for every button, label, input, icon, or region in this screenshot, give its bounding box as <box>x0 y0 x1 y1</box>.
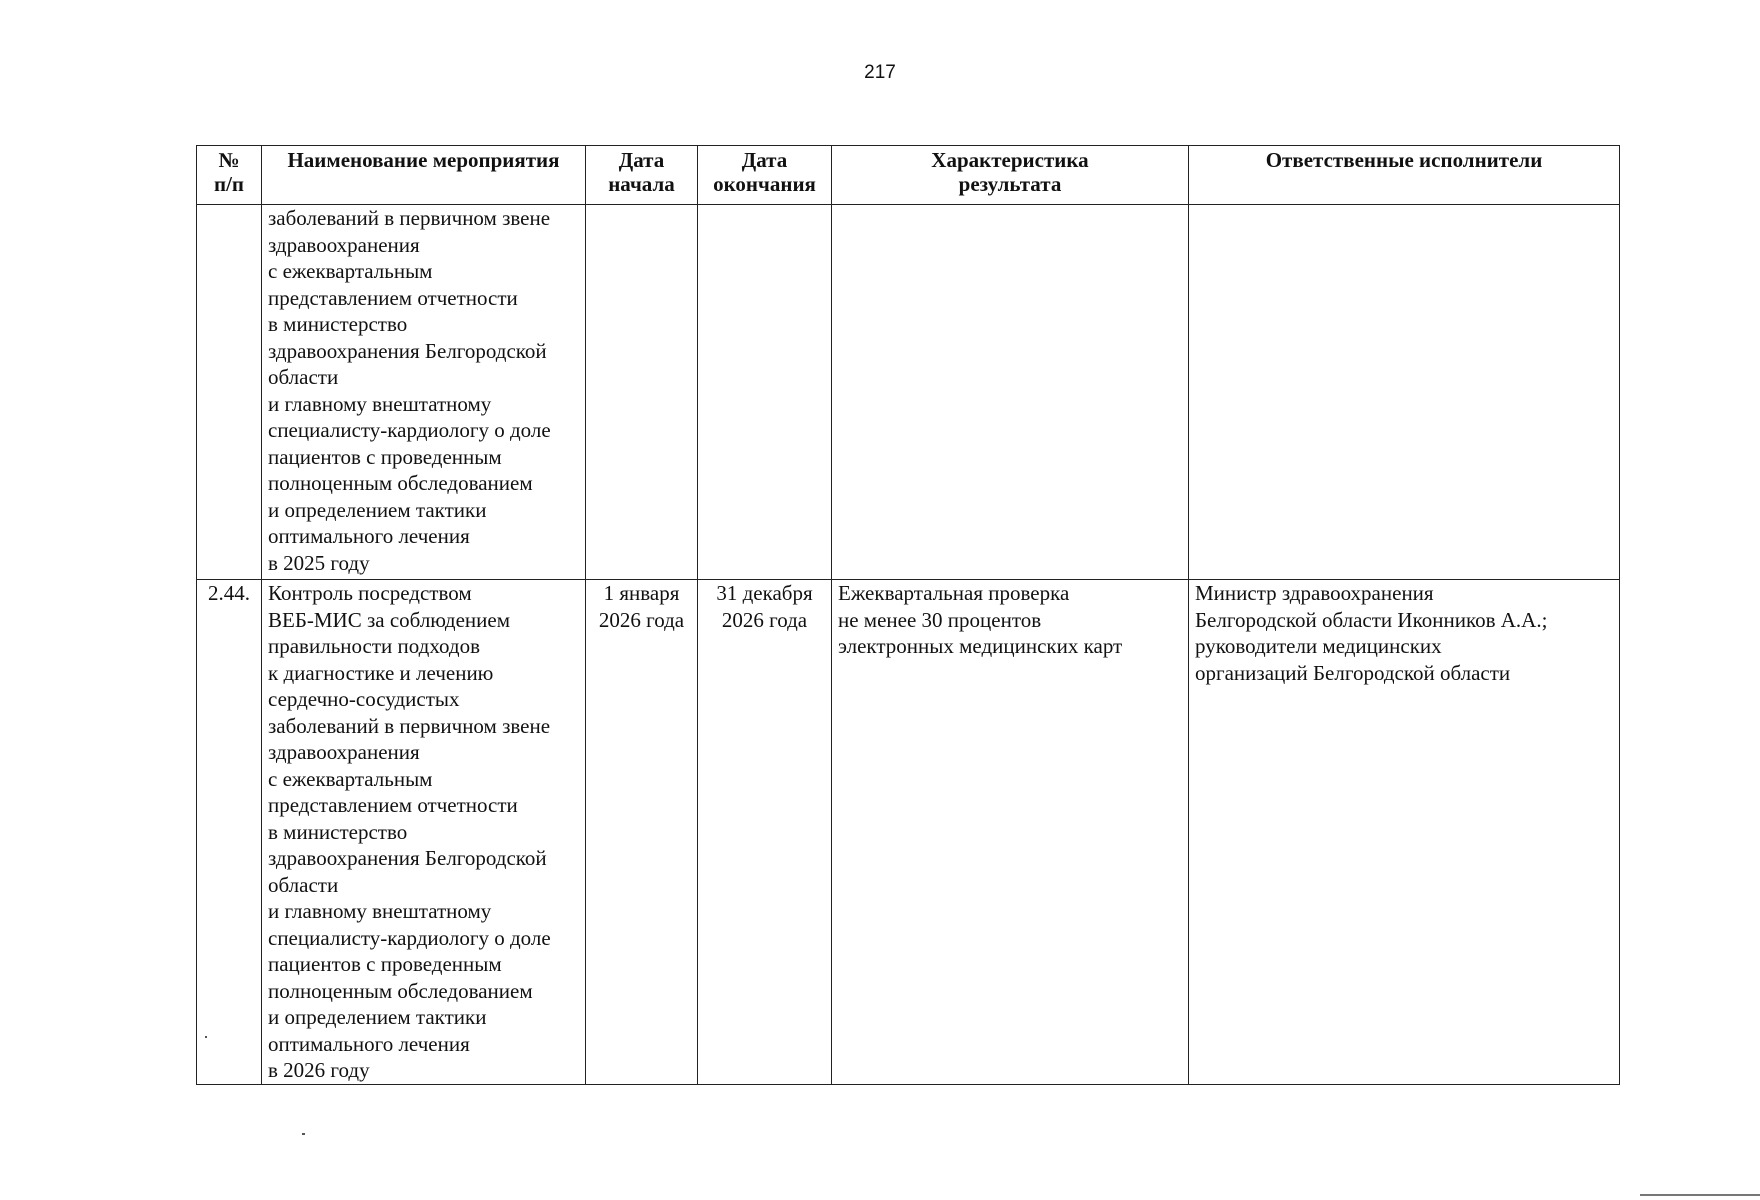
header-num <box>197 146 262 205</box>
text-line: окончания <box>713 172 816 196</box>
text-line: в министерство <box>268 312 408 336</box>
text-line: правильности подходов <box>268 634 481 658</box>
text-line: с ежеквартальным <box>268 766 433 791</box>
text-line: в 2026 году <box>268 1058 370 1082</box>
activity-name <box>262 205 586 580</box>
text-line: области <box>268 872 339 897</box>
scan-mark <box>205 1036 207 1038</box>
scan-mark <box>302 1133 305 1135</box>
text-line: организаций Белгородской области <box>1195 660 1511 685</box>
text-line: п/п <box>213 172 245 196</box>
responsible-persons <box>1189 580 1620 1085</box>
text-line: электронных медицинских карт <box>838 634 1123 658</box>
text-line: сердечно-сосудистых <box>268 687 460 711</box>
text-line: здравоохранения <box>268 740 420 764</box>
row-number <box>197 205 262 580</box>
header-result <box>832 146 1189 205</box>
text-line: пациентов с проведенным <box>268 444 502 469</box>
text-line: Дата <box>618 148 665 172</box>
text-line: и определением тактики <box>268 1005 487 1029</box>
text-line: результата <box>958 172 1062 196</box>
header-end-date <box>698 146 832 205</box>
text-line: специалисту-кардиологу о доле <box>268 925 551 950</box>
text-line: № <box>218 148 240 172</box>
page-number: 217 <box>864 62 896 83</box>
result-description <box>832 580 1189 1085</box>
text-line: Ежеквартальная проверка <box>838 581 1070 605</box>
scan-edge <box>1640 1194 1760 1196</box>
text-line: Наименование мероприятия <box>287 148 560 172</box>
text-line: и главному внештатному <box>268 899 492 923</box>
result-description <box>832 205 1189 580</box>
text-line: Контроль посредством <box>268 581 472 605</box>
text-line: 1 января <box>603 581 680 605</box>
text-line: к диагностике и лечению <box>268 660 494 685</box>
text-line: в министерство <box>268 819 408 844</box>
activities-table <box>196 145 1620 1085</box>
text-line: руководители медицинских <box>1195 634 1442 658</box>
row-number: 2.44. <box>197 580 262 1085</box>
text-line: оптимального лечения <box>268 1031 470 1056</box>
text-line: не менее 30 процентов <box>838 607 1042 632</box>
text-line: Ответственные исполнители <box>1265 148 1543 172</box>
table-row-continuation <box>197 205 1620 580</box>
header-start-date <box>586 146 698 205</box>
text-line: Характеристика <box>931 148 1089 172</box>
text-line: полноценным обследованием <box>268 978 533 1003</box>
table-header-row <box>197 146 1620 205</box>
text-line: в 2025 году <box>268 550 370 575</box>
start-date <box>586 205 698 580</box>
text-line: с ежеквартальным <box>268 259 433 283</box>
table-row-2-44 <box>197 580 1620 1085</box>
end-date <box>698 205 832 580</box>
text-line: Белгородской области Иконников А.А.; <box>1195 607 1548 632</box>
text-line: заболеваний в первичном звене <box>268 206 551 230</box>
text-line: 2026 года <box>721 607 808 632</box>
text-line: Дата <box>741 148 788 172</box>
responsible-persons <box>1189 205 1620 580</box>
activity-name <box>262 580 586 1085</box>
text-line: специалисту-кардиологу о доле <box>268 418 551 442</box>
text-line: заболеваний в первичном звене <box>268 713 551 738</box>
text-line: здравоохранения Белгородской <box>268 846 547 870</box>
text-line: Министр здравоохранения <box>1195 581 1434 605</box>
text-line: представлением отчетности <box>268 793 518 817</box>
text-line: оптимального лечения <box>268 524 470 548</box>
text-line: области <box>268 365 339 389</box>
text-line: и главному внештатному <box>268 391 492 416</box>
end-date <box>698 580 832 1085</box>
start-date <box>586 580 698 1085</box>
text-line: ВЕБ-МИС за соблюдением <box>268 607 511 632</box>
text-line: представлением отчетности <box>268 285 518 310</box>
text-line: 2026 года <box>598 607 685 632</box>
header-name <box>262 146 586 205</box>
text-line: и определением тактики <box>268 497 487 522</box>
text-line: 31 декабря <box>716 581 813 605</box>
text-line: полноценным обследованием <box>268 471 533 495</box>
text-line: начала <box>608 172 675 196</box>
header-responsible <box>1189 146 1620 205</box>
text-line: здравоохранения <box>268 232 420 257</box>
text-line: здравоохранения Белгородской <box>268 338 547 363</box>
text-line: пациентов с проведенным <box>268 952 502 976</box>
